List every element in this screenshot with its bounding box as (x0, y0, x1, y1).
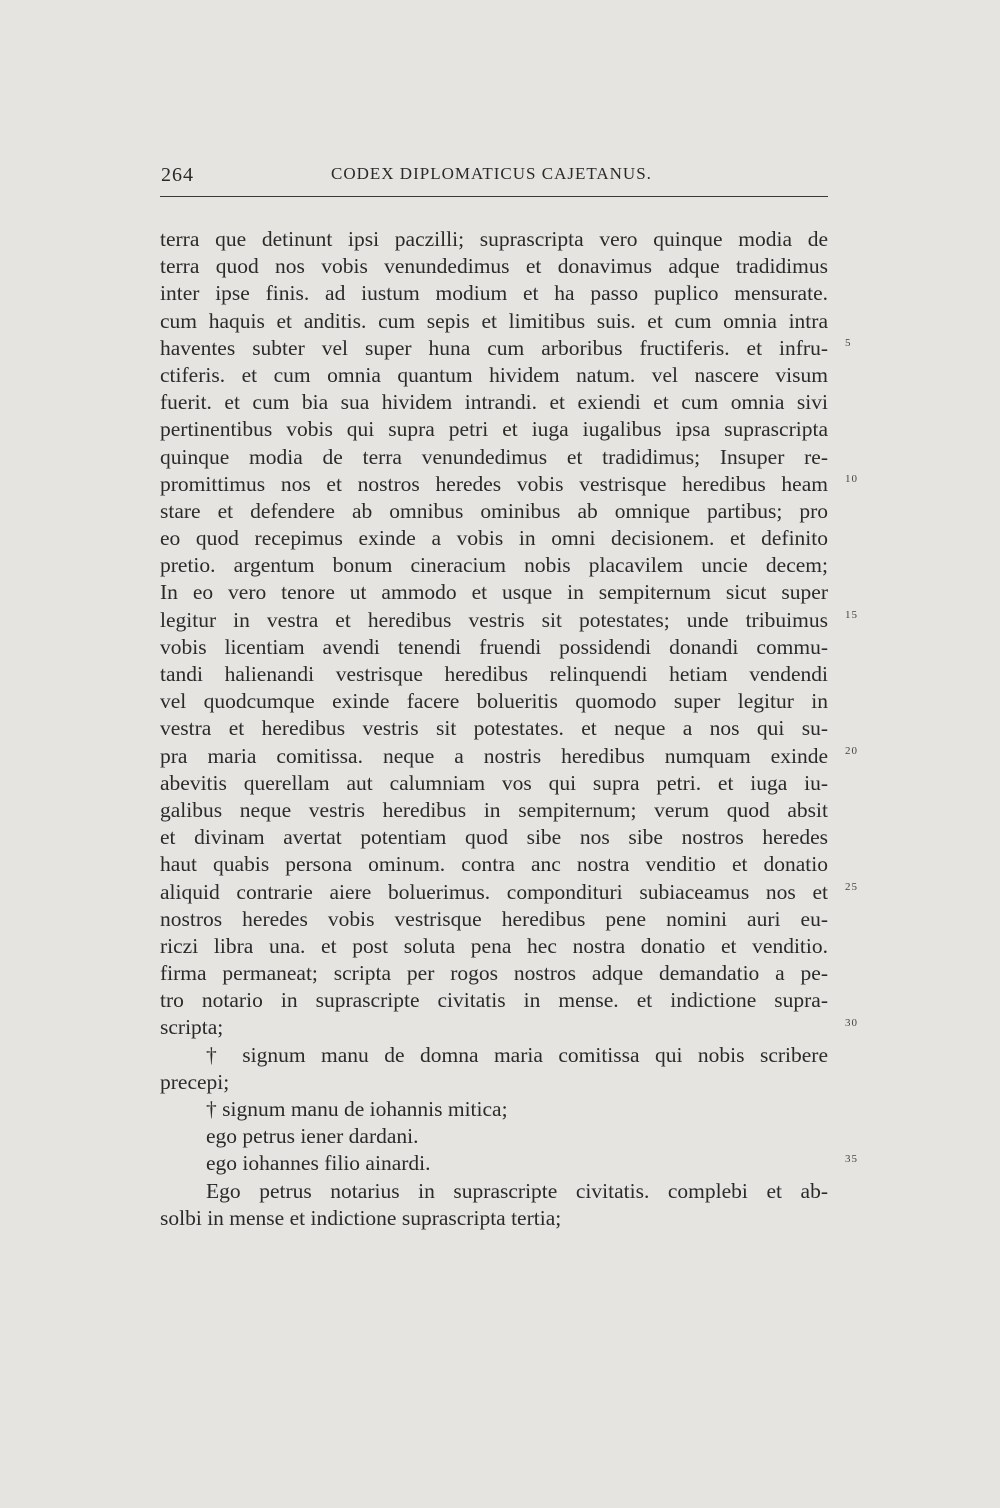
signature-line: ego iohannes filio ainardi. (206, 1151, 431, 1176)
text-line: tro notario in suprascripte civitatis in mense. et indictione supra- (160, 988, 828, 1013)
text-line: In eo vero tenore ut ammodo et usque in sempiternum sicut super (160, 580, 828, 605)
text-line: ctiferis. et cum omnia quantum hividem natum. vel nascere visum (160, 362, 828, 387)
signature-line: Ego petrus notarius in suprascripte civitatis. complebi et ab- (206, 1178, 828, 1203)
document-body (160, 226, 828, 1232)
text-line: quinque modia de terra venundedimus et tradidimus; Insuper re- (160, 444, 828, 469)
text-line: eo quod recepimus exinde a vobis in omni decisionem. et definito (160, 526, 828, 551)
text-line: pra maria comitissa. neque a nostris heredibus numquam exinde (160, 743, 828, 768)
text-line: haut quabis persona ominum. contra anc nostra venditio et donatio (160, 852, 828, 877)
text-line: precepi; (160, 1069, 230, 1094)
text-line: nostros heredes vobis vestrisque heredibus pene nomini auri eu- (160, 906, 828, 931)
margin-line-number: 25 (845, 881, 858, 893)
margin-line-number: 20 (845, 745, 858, 757)
text-line: pertinentibus vobis qui supra petri et iuga iugalibus ipsa suprascripta (160, 417, 828, 442)
text-line: tandi halienandi vestrisque heredibus relinquendi hetiam vendendi (160, 662, 828, 686)
text-line: terra quod nos vobis venundedimus et donavimus adque tradidimus (160, 254, 828, 279)
margin-line-number: 15 (845, 609, 858, 621)
margin-line-number: 30 (845, 1017, 858, 1029)
text-line: et divinam avertat potentiam quod sibe nos sibe nostros heredes (160, 825, 828, 850)
text-line: promittimus nos et nostros heredes vobis vestrisque heredibus heam (160, 471, 828, 496)
signature-line: † signum manu de domna maria comitissa qui nobis scribere (206, 1042, 828, 1067)
text-line: abevitis querellam aut calumniam vos qui supra petri. et iuga iu- (160, 770, 828, 795)
text-line: pretio. argentum bonum cineracium nobis placavilem uncie decem; (160, 553, 828, 578)
text-line: aliquid contrarie aiere boluerimus. compondituri subiaceamus nos et (160, 879, 828, 904)
margin-line-number: 35 (845, 1153, 858, 1165)
text-line: solbi in mense et indictione suprascripta tertia; (160, 1205, 562, 1230)
text-line: scripta; (160, 1015, 224, 1040)
header-rule (160, 196, 828, 197)
text-line: vestra et heredibus vestris sit potestates. et neque a nos qui su- (160, 716, 828, 741)
text-line: vobis licentiam avendi tenendi fruendi possidendi donandi commu- (160, 634, 828, 659)
text-line: haventes subter vel super huna cum arboribus fructiferis. et infru- (160, 335, 828, 360)
text-line: fuerit. et cum bia sua hividem intrandi. et exiendi et cum omnia sivi (160, 390, 828, 415)
text-line: inter ipse finis. ad iustum modium et ha passo puplico mensurate. (160, 281, 828, 306)
running-title: CODEX DIPLOMATICUS CAJETANUS. (331, 164, 652, 183)
text-line: stare et defendere ab omnibus ominibus ab omnique partibus; pro (160, 498, 828, 523)
text-line: riczi libra una. et post soluta pena hec nostra donatio et venditio. (160, 933, 828, 958)
margin-line-number: 10 (845, 473, 858, 485)
text-line: galibus neque vestris heredibus in sempiternum; verum quod absit (160, 797, 828, 822)
text-line: legitur in vestra et heredibus vestris sit potestates; unde tribuimus (160, 607, 828, 632)
signature-line: ego petrus iener dardani. (206, 1124, 419, 1149)
signature-line: † signum manu de iohannis mitica; (206, 1097, 508, 1121)
text-line: terra que detinunt ipsi paczilli; suprascripta vero quinque modia de (160, 227, 828, 251)
margin-line-number: 5 (845, 337, 852, 349)
text-line: firma permaneat; scripta per rogos nostros adque demandatio a pe- (160, 961, 828, 986)
text-line: cum haquis et anditis. cum sepis et limitibus suis. et cum omnia intra (160, 308, 828, 333)
text-line: vel quodcumque exinde facere bolueritis quomodo super legitur in (160, 689, 828, 714)
page-number: 264 (161, 164, 194, 186)
